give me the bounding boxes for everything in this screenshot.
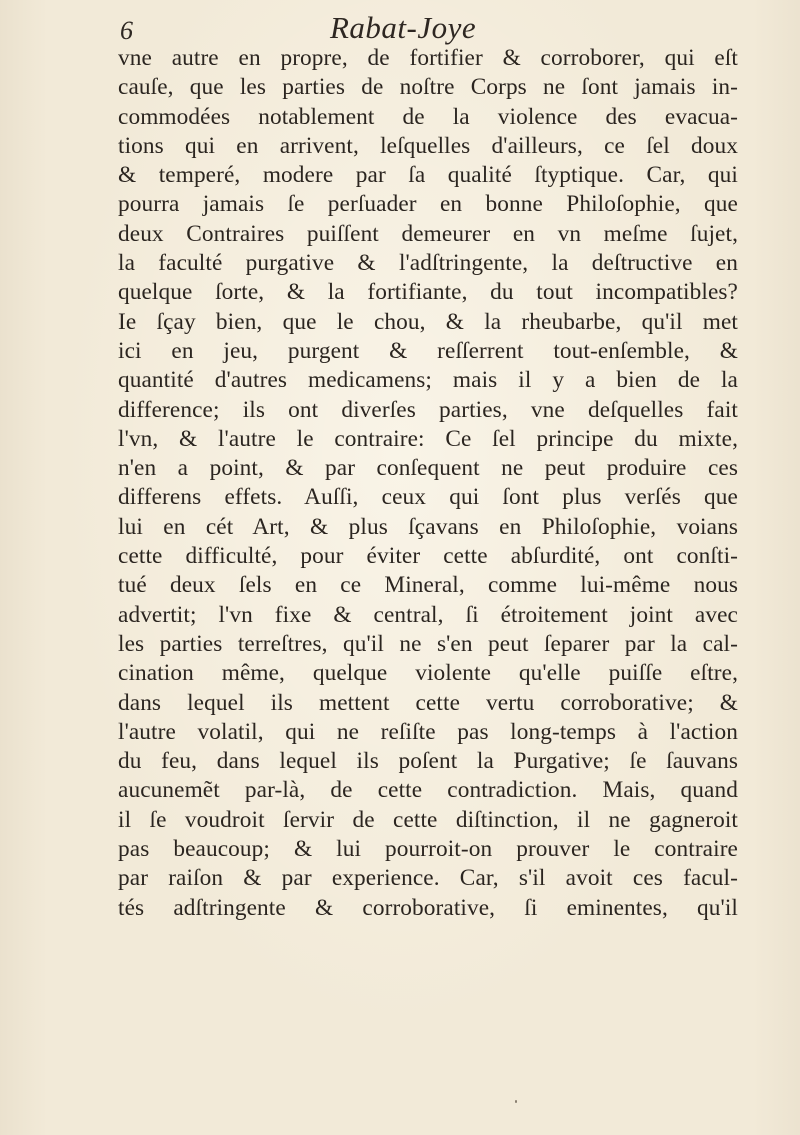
running-head: Rabat-Joye [330,10,477,45]
page-number: 6 [120,16,133,45]
text-line: l'vn, & l'autre le contraire: Ce ſel principe du mixte, [118,425,738,452]
text-line: tué deux ſels en ce Mineral, comme lui-même nous [118,572,738,599]
text-line: Ie ſçay bien, que le chou, & la rheubarbe, qu'il met [118,308,738,335]
text-line: differens effets. Auſſi, ceux qui ſont plus verſés que [118,484,738,511]
text-line: cination même, quelque violente qu'elle puiſſe eſtre, [118,660,738,687]
text-line: pas beaucoup; & lui pourroit-on prouver le contraire [118,836,738,863]
text-line: vne autre en propre, de fortifier & corroborer, qui eſt [118,45,738,71]
body-text [118,44,738,923]
text-line: il ſe voudroit ſervir de cette diſtinction, il ne gagneroit [118,806,738,833]
text-line: lui en cét Art, & plus ſçavans en Philoſophie, voians [118,513,738,540]
text-line: les parties terreſtres, qu'il ne s'en peut ſeparer par la cal- [118,630,738,657]
text-line: quantité d'autres medicamens; mais il y a bien de la [118,367,738,394]
text-line: cauſe, que les parties de noſtre Corps ne ſont jamais in- [118,74,738,101]
text-line: commodées notablement de la violence des evacua- [118,103,738,130]
text-line: quelque ſorte, & la fortifiante, du tout incompatibles? [118,279,738,306]
text-line: difference; ils ont diverſes parties, vne deſquelles fait [118,396,738,423]
text-line: du feu, dans lequel ils poſent la Purgative; ſe ſauvans [118,748,738,775]
text-line: tés adſtringente & corroborative, ſi eminentes, qu'il [118,894,738,921]
text-line: & temperé, modere par ſa qualité ſtyptique. Car, qui [118,162,738,189]
text-line: ici en jeu, purgent & reſſerrent tout-enſemble, & [118,337,738,364]
text-line: par raiſon & par experience. Car, s'il avoit ces facul- [118,865,738,892]
text-line: pourra jamais ſe perſuader en bonne Philoſophie, que [118,191,738,218]
text-line: n'en a point, & par conſequent ne peut produire ces [118,455,738,482]
text-line: aucunemẽt par-là, de cette contradiction. Mais, quand [118,777,738,804]
text-line: la faculté purgative & l'adſtringente, la deſtructive en [118,250,738,277]
text-line: deux Contraires puiſſent demeurer en vn meſme ſujet, [118,220,738,247]
text-line: l'autre volatil, qui ne reſiſte pas long-temps à l'action [118,718,738,745]
text-line: dans lequel ils mettent cette vertu corroborative; & [118,689,738,716]
text-line: advertit; l'vn fixe & central, ſi étroitement joint avec [118,601,738,628]
text-line: cette difficulté, pour éviter cette abſurdité, ont conſti- [118,543,738,570]
text-line: tions qui en arrivent, leſquelles d'ailleurs, ce ſel doux [118,132,738,159]
paper-speck [515,1100,517,1103]
